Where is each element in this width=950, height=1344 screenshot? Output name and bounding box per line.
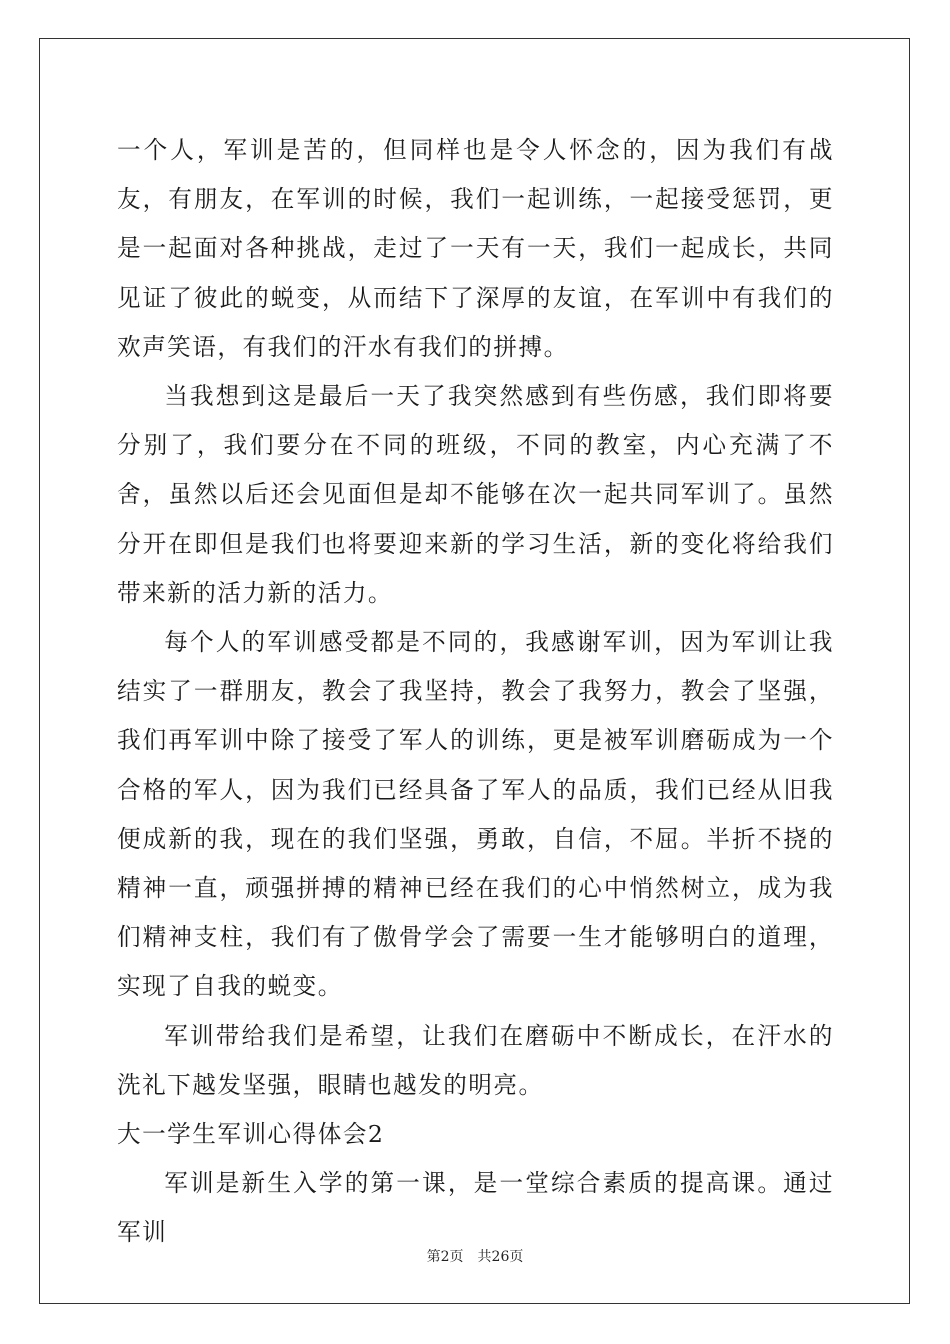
paragraph-3: 每个人的军训感受都是不同的，我感谢军训，因为军训让我结实了一群朋友，教会了我坚持，教会了我努力，教会了坚强，我们再军训中除了接受了军人的训练，更是被军训磨砺成为一个合格的军人，因为我们已经具备了军人的品质，我们已经从旧我便成新的我，现在的我们坚强，勇敢，自信，不屈。半折不挠的精神一直，顽强拼搏的精神已经在我们的心中悄然树立，成为我们精神支柱，我们有了傲骨学会了需要一生才能够明白的道理，实现了自我的蜕变。	[117, 628, 834, 1001]
section-heading: 大一学生军训心得体会2	[117, 1120, 385, 1149]
page-number: 第2页	[426, 1249, 464, 1265]
page-total: 共26页	[477, 1249, 524, 1265]
page-footer	[0, 1246, 950, 1266]
paragraph-4: 军训带给我们是希望，让我们在磨砺中不断成长，在汗水的洗礼下越发坚强，眼睛也越发的明亮。	[117, 1021, 834, 1099]
paragraph-2: 当我想到这是最后一天了我突然感到有些伤感，我们即将要分别了，我们要分在不同的班级，不同的教室，内心充满了不舍，虽然以后还会见面但是却不能够在次一起共同军训了。虽然分开在即但是我们也将要迎来新的学习生活，新的变化将给我们带来新的活力新的活力。	[117, 382, 834, 607]
paragraph-5: 军训是新生入学的第一课，是一堂综合素质的提高课。通过军训	[117, 1169, 834, 1247]
document-body	[117, 126, 834, 1258]
paragraph-1: 一个人，军训是苦的，但同样也是令人怀念的，因为我们有战友，有朋友，在军训的时候，我们一起训练，一起接受惩罚，更是一起面对各种挑战，走过了一天有一天，我们一起成长，共同见证了彼此的蜕变，从而结下了深厚的友谊，在军训中有我们的欢声笑语，有我们的汗水有我们的拼搏。	[117, 136, 834, 361]
